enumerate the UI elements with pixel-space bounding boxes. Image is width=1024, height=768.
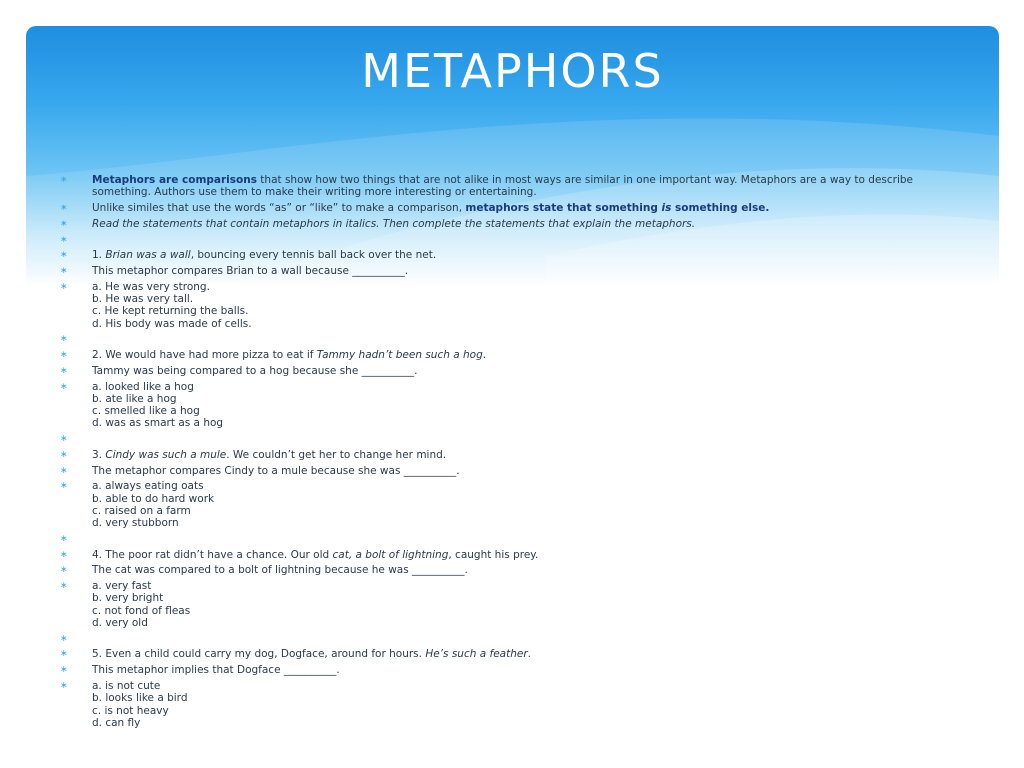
answer-option: d. very old	[92, 617, 148, 630]
answer-option: c. smelled like a hog	[92, 405, 200, 418]
intro-rest: that show how two things that are not alike in most ways are similar in one important way. Metaphors are a way to describe	[256, 174, 914, 186]
question-5-statement	[60, 648, 940, 660]
question-5-options	[60, 680, 940, 729]
question-2-prompt	[60, 365, 940, 377]
intro-bold-lead: Metaphors are comparisons	[92, 174, 257, 186]
question-1-prompt	[60, 265, 940, 277]
similes-text: Unlike similes that use the words “as” or “like” to make a comparison,	[92, 202, 466, 215]
instructions-paragraph	[60, 218, 940, 230]
answer-option: b. very bright	[92, 592, 164, 605]
bullet-icon: ∗	[60, 234, 68, 245]
similes-bold-2: something else.	[671, 202, 770, 215]
intro-line-2: something. Authors use them to make their writing more interesting or entertaining.	[92, 186, 537, 199]
bullet-icon: ∗	[60, 349, 68, 360]
q2-suffix: .	[482, 348, 487, 361]
similes-bold-italic: is	[661, 202, 672, 215]
bullet-icon: ∗	[60, 680, 68, 691]
q1-metaphor: Brian was a wall	[105, 249, 191, 262]
bullet-icon: ∗	[60, 449, 68, 460]
question-2-statement	[60, 349, 940, 361]
answer-option: b. looks like a bird	[92, 692, 188, 705]
bullet-icon: ∗	[60, 665, 68, 676]
bullet-icon: ∗	[60, 334, 68, 345]
answer-option: a. very fast	[92, 580, 152, 593]
q4-suffix: , caught his prey.	[448, 548, 539, 561]
answer-option: c. not fond of fleas	[92, 604, 191, 617]
slide-title: METAPHORS	[361, 44, 664, 98]
question-4-options	[60, 580, 940, 629]
bullet-icon: ∗	[60, 175, 68, 185]
slide-body	[60, 174, 940, 733]
bullet-icon: ∗	[60, 633, 68, 644]
empty-bullet	[60, 533, 940, 545]
answer-option: d. can fly	[92, 716, 141, 729]
answer-option: d. very stubborn	[92, 517, 179, 530]
answer-option: a. is not cute	[92, 679, 161, 692]
q2-metaphor: Tammy hadn’t been such a hog	[316, 348, 483, 361]
bullet-icon: ∗	[60, 481, 68, 492]
q5-metaphor: He’s such a feather	[425, 648, 528, 661]
bullet-icon: ∗	[60, 565, 68, 576]
q2-prefix: 2. We would have had more pizza to eat if	[92, 348, 317, 361]
similes-paragraph	[60, 202, 940, 214]
bullet-icon: ∗	[60, 549, 68, 560]
q1-suffix: , bouncing every tennis ball back over the net.	[190, 249, 437, 262]
q3-prefix: 3.	[92, 448, 106, 461]
bullet-icon: ∗	[60, 365, 68, 376]
q5-prompt-text: This metaphor implies that Dogface __________.	[92, 664, 340, 677]
question-4-prompt	[60, 564, 940, 576]
q5-prefix: 5. Even a child could carry my dog, Dogface, around for hours.	[92, 648, 426, 661]
question-1-statement	[60, 249, 940, 261]
q3-prompt-text: The metaphor compares Cindy to a mule because she was __________.	[92, 464, 460, 477]
answer-option: a. always eating oats	[92, 480, 204, 493]
question-3-statement	[60, 449, 940, 461]
bullet-icon: ∗	[60, 381, 68, 392]
q4-prefix: 4. The poor rat didn’t have a chance. Our old	[92, 548, 333, 561]
answer-option: b. ate like a hog	[92, 392, 177, 405]
intro-line-1	[92, 174, 940, 186]
answer-option: b. able to do hard work	[92, 492, 215, 505]
q3-metaphor: Cindy was such a mule	[105, 448, 227, 461]
bullet-icon: ∗	[60, 434, 68, 445]
question-5-prompt	[60, 664, 940, 676]
similes-bold-1: metaphors state that something	[465, 202, 662, 215]
empty-bullet	[60, 633, 940, 645]
q3-suffix: . We couldn’t get her to change her mind.	[226, 448, 447, 461]
bullet-icon: ∗	[60, 581, 68, 592]
bullet-icon: ∗	[60, 281, 68, 292]
bullet-icon: ∗	[60, 465, 68, 476]
question-2-options	[60, 381, 940, 430]
bullet-icon: ∗	[60, 649, 68, 660]
answer-option: c. is not heavy	[92, 704, 169, 717]
empty-bullet	[60, 433, 940, 445]
intro-paragraph	[60, 174, 940, 199]
answer-option: d. His body was made of cells.	[92, 317, 252, 330]
answer-option: a. looked like a hog	[92, 380, 194, 393]
question-1-options	[60, 281, 940, 330]
bullet-icon: ∗	[60, 250, 68, 261]
q4-metaphor: cat, a bolt of lightning	[332, 548, 449, 561]
q4-prompt-text: The cat was compared to a bolt of lightning because he was __________.	[92, 564, 468, 577]
answer-option: b. He was very tall.	[92, 293, 194, 306]
answer-option: c. He kept returning the balls.	[92, 305, 249, 318]
answer-option: d. was as smart as a hog	[92, 417, 224, 430]
empty-bullet	[60, 234, 940, 246]
question-3-prompt	[60, 465, 940, 477]
instructions-text: Read the statements that contain metaphors in italics. Then complete the statements that explain the metaphors.	[92, 217, 696, 230]
bullet-icon: ∗	[60, 218, 68, 229]
question-3-options	[60, 480, 940, 529]
q1-prompt-text: This metaphor compares Brian to a wall because __________.	[92, 264, 409, 277]
bullet-icon: ∗	[60, 203, 68, 214]
q5-suffix: .	[527, 648, 531, 661]
empty-bullet	[60, 333, 940, 345]
question-4-statement	[60, 549, 940, 561]
bullet-icon: ∗	[60, 534, 68, 545]
bullet-icon: ∗	[60, 265, 68, 276]
q1-prefix: 1.	[92, 249, 106, 262]
answer-option: a. He was very strong.	[92, 280, 210, 293]
answer-option: c. raised on a farm	[92, 504, 191, 517]
q2-prompt-text: Tammy was being compared to a hog because she __________.	[92, 364, 418, 377]
